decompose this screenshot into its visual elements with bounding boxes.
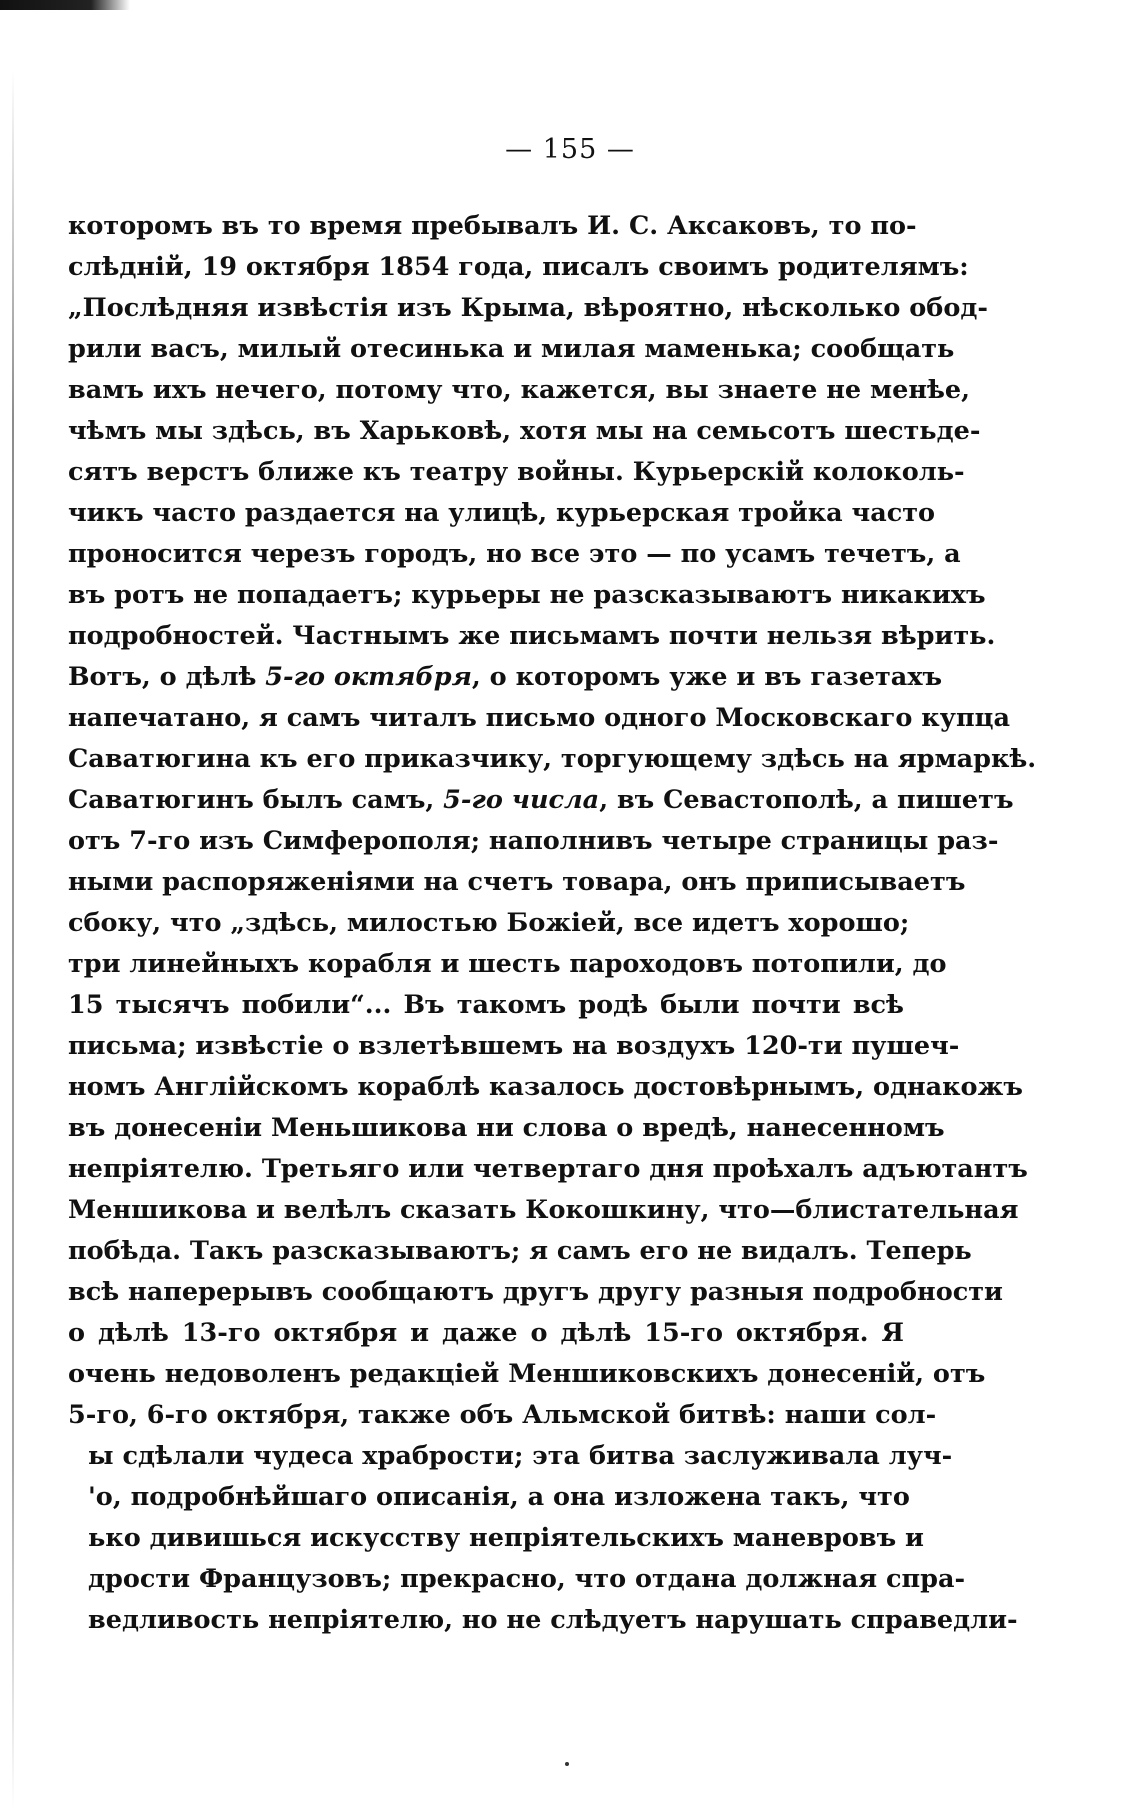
italic-emphasis: 5-го числа [443, 785, 600, 815]
text-line: проносится черезъ городъ, но все это — по усамъ течетъ, а [68, 539, 961, 569]
text-line: письма; извѣстіе о взлетѣвшемъ на воздухъ 120-ти пушеч- [68, 1031, 960, 1061]
text-line: Вотъ, о дѣлѣ 5-го октября, о которомъ уже и въ газетахъ [68, 662, 943, 692]
text-line: 'о, подробнѣйшаго описанія, а она изложена такъ, что [88, 1482, 910, 1512]
text-line: 15 тысячъ побили“... Въ такомъ родѣ были почти всѣ [68, 990, 904, 1020]
text-line: непріятелю. Третьяго или четвертаго дня проѣхалъ адъютантъ [68, 1154, 1028, 1184]
text-line: номъ Англійскомъ кораблѣ казалось достовѣрнымъ, однакожъ [68, 1072, 1023, 1102]
text-line: побѣда. Такъ разсказываютъ; я самъ его не видалъ. Теперь [68, 1236, 972, 1266]
text-line: три линейныхъ корабля и шесть пароходовъ потопили, до [68, 949, 947, 979]
text-line: которомъ въ то время пребывалъ И. С. Аксаковъ, то по- [68, 211, 917, 241]
text-line: слѣдній, 19 октября 1854 года, писалъ своимъ родителямъ: [68, 252, 969, 282]
text-line: ными распоряженіями на счетъ товара, онъ приписываетъ [68, 867, 966, 897]
text-line: отъ 7-го изъ Симферополя; наполнивъ четыре страницы раз- [68, 826, 999, 856]
text-line: рили васъ, милый отесинька и милая маменька; сообщать [68, 334, 955, 364]
text-line: „Послѣдняя извѣстія изъ Крыма, вѣроятно, нѣсколько обод- [68, 293, 988, 323]
ink-speck [565, 1762, 569, 1766]
scan-edge-top [0, 0, 130, 10]
text-line: очень недоволенъ редакціей Меншиковскихъ донесеній, отъ [68, 1359, 986, 1389]
text-line: всѣ наперерывъ сообщаютъ другъ другу разныя подробности [68, 1277, 1003, 1307]
text-line: ы сдѣлали чудеса храбрости; эта битва заслуживала луч- [88, 1441, 953, 1471]
text-line: напечатано, я самъ читалъ письмо одного Московскаго купца [68, 703, 1010, 733]
scan-edge-left [12, 70, 14, 1810]
text-line: подробностей. Частнымъ же письмамъ почти нельзя вѣрить. [68, 621, 996, 651]
text-line: ведливость непріятелю, но не слѣдуетъ нарушать справедли- [88, 1605, 1018, 1635]
page-number: — 155 — [505, 134, 635, 165]
text-line: сбоку, что „здѣсь, милостью Божіей, все идетъ хорошо; [68, 908, 910, 938]
text-line: дрости Французовъ; прекрасно, что отдана должная спра- [88, 1564, 966, 1594]
body-text [68, 206, 1037, 1641]
text-line: Саватюгинъ былъ самъ, 5-го числа, въ Севастополѣ, а пишетъ [68, 785, 1014, 815]
text-line: Меншикова и велѣлъ сказать Кокошкину, что—блистательная [68, 1195, 1019, 1225]
italic-emphasis: 5-го октября [265, 662, 472, 692]
text-line: въ донесеніи Меньшикова ни слова о вредѣ, нанесенномъ [68, 1113, 945, 1143]
text-line: вамъ ихъ нечего, потому что, кажется, вы знаете не менѣе, [68, 375, 971, 405]
text-line: чикъ часто раздается на улицѣ, курьерская тройка часто [68, 498, 936, 528]
text-line: о дѣлѣ 13-го октября и даже о дѣлѣ 15-го октября. Я [68, 1318, 904, 1348]
text-line: ько дивишься искусству непріятельскихъ маневровъ и [88, 1523, 924, 1553]
text-line: Саватюгина къ его приказчику, торгующему здѣсь на ярмаркѣ. [68, 744, 1037, 774]
text-line: въ ротъ не попадаетъ; курьеры не разсказываютъ никакихъ [68, 580, 986, 610]
text-line: сятъ верстъ ближе къ театру войны. Курьерскій колоколь- [68, 457, 965, 487]
text-line: чѣмъ мы здѣсь, въ Харьковѣ, хотя мы на семьсотъ шестьде- [68, 416, 981, 446]
text-line: 5-го, 6-го октября, также объ Альмской битвѣ: наши сол- [68, 1400, 937, 1430]
